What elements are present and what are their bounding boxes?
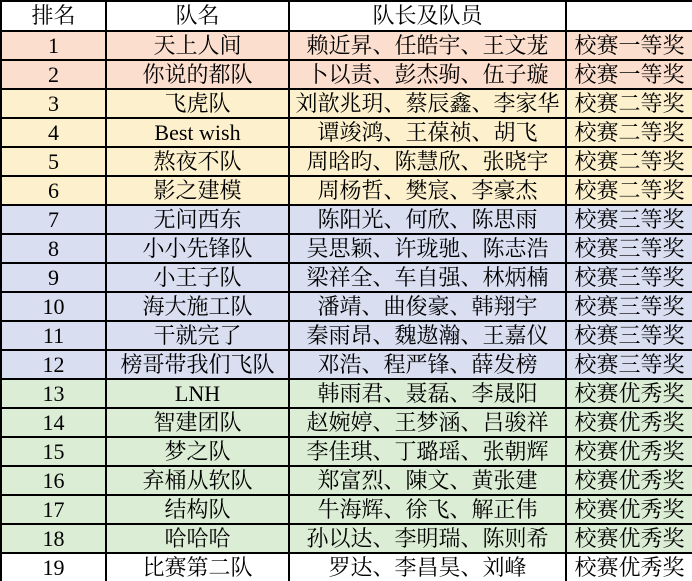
cell-team[interactable]: Best wish bbox=[106, 118, 289, 147]
table-row bbox=[1, 524, 692, 553]
cell-award[interactable]: 校赛优秀奖 bbox=[566, 408, 692, 437]
cell-rank[interactable]: 15 bbox=[1, 437, 106, 466]
table-row bbox=[1, 379, 692, 408]
table-row bbox=[1, 350, 692, 379]
cell-rank[interactable]: 13 bbox=[1, 379, 106, 408]
table-row bbox=[1, 118, 692, 147]
cell-members[interactable]: 潘靖、曲俊豪、韩翔宇 bbox=[289, 292, 566, 321]
cell-award[interactable]: 校赛三等奖 bbox=[566, 205, 692, 234]
cell-award[interactable]: 校赛三等奖 bbox=[566, 321, 692, 350]
cell-rank[interactable]: 5 bbox=[1, 147, 106, 176]
cell-members[interactable]: 卜以责、彭杰驹、伍子璇 bbox=[289, 60, 566, 89]
cell-team[interactable]: 小小先锋队 bbox=[106, 234, 289, 263]
cell-award[interactable]: 校赛三等奖 bbox=[566, 234, 692, 263]
cell-team[interactable]: 干就完了 bbox=[106, 321, 289, 350]
cell-award[interactable]: 校赛优秀奖 bbox=[566, 495, 692, 524]
cell-team[interactable]: 小王子队 bbox=[106, 263, 289, 292]
cell-rank[interactable]: 3 bbox=[1, 89, 106, 118]
cell-members[interactable]: 周晗昀、陈慧欣、张晓宇 bbox=[289, 147, 566, 176]
cell-rank[interactable]: 10 bbox=[1, 292, 106, 321]
table-row bbox=[1, 553, 692, 581]
table-row bbox=[1, 321, 692, 350]
header-row bbox=[1, 1, 692, 31]
cell-rank[interactable]: 14 bbox=[1, 408, 106, 437]
cell-members[interactable]: 罗达、李昌昊、刘峰 bbox=[289, 553, 566, 581]
cell-award[interactable]: 校赛一等奖 bbox=[566, 31, 692, 60]
cell-members[interactable]: 陈阳光、何欣、陈思雨 bbox=[289, 205, 566, 234]
cell-rank[interactable]: 8 bbox=[1, 234, 106, 263]
cell-team[interactable]: 梦之队 bbox=[106, 437, 289, 466]
cell-award[interactable]: 校赛二等奖 bbox=[566, 89, 692, 118]
cell-team[interactable]: 比赛第二队 bbox=[106, 553, 289, 581]
cell-award[interactable]: 校赛三等奖 bbox=[566, 292, 692, 321]
cell-award[interactable]: 校赛优秀奖 bbox=[566, 524, 692, 553]
cell-award[interactable]: 校赛二等奖 bbox=[566, 176, 692, 205]
cell-rank[interactable]: 2 bbox=[1, 60, 106, 89]
table-row bbox=[1, 205, 692, 234]
table-row bbox=[1, 176, 692, 205]
cell-rank[interactable]: 18 bbox=[1, 524, 106, 553]
cell-award[interactable]: 校赛一等奖 bbox=[566, 60, 692, 89]
cell-members[interactable]: 梁祥全、车自强、林炳楠 bbox=[289, 263, 566, 292]
cell-team[interactable]: 海大施工队 bbox=[106, 292, 289, 321]
cell-rank[interactable]: 4 bbox=[1, 118, 106, 147]
cell-award[interactable]: 校赛优秀奖 bbox=[566, 379, 692, 408]
cell-team[interactable]: 飞虎队 bbox=[106, 89, 289, 118]
cell-members[interactable]: 邓浩、程严锋、薛发榜 bbox=[289, 350, 566, 379]
table-row bbox=[1, 292, 692, 321]
cell-award[interactable]: 校赛三等奖 bbox=[566, 350, 692, 379]
cell-award[interactable]: 校赛二等奖 bbox=[566, 147, 692, 176]
cell-rank[interactable]: 12 bbox=[1, 350, 106, 379]
table-row bbox=[1, 60, 692, 89]
cell-award[interactable]: 校赛二等奖 bbox=[566, 118, 692, 147]
cell-award[interactable]: 校赛优秀奖 bbox=[566, 437, 692, 466]
header-team[interactable]: 队名 bbox=[106, 1, 289, 31]
header-rank[interactable]: 排名 bbox=[1, 1, 106, 31]
cell-team[interactable]: 熬夜不队 bbox=[106, 147, 289, 176]
cell-team[interactable]: 智建团队 bbox=[106, 408, 289, 437]
cell-rank[interactable]: 6 bbox=[1, 176, 106, 205]
cell-rank[interactable]: 9 bbox=[1, 263, 106, 292]
cell-members[interactable]: 刘歆兆玥、蔡辰鑫、李家华 bbox=[289, 89, 566, 118]
table-row bbox=[1, 437, 692, 466]
cell-rank[interactable]: 17 bbox=[1, 495, 106, 524]
cell-team[interactable]: 弃桶从软队 bbox=[106, 466, 289, 495]
cell-team[interactable]: LNH bbox=[106, 379, 289, 408]
table-row bbox=[1, 408, 692, 437]
cell-members[interactable]: 谭竣鸿、王葆祯、胡飞 bbox=[289, 118, 566, 147]
table-row bbox=[1, 147, 692, 176]
cell-team[interactable]: 天上人间 bbox=[106, 31, 289, 60]
table-header bbox=[1, 1, 692, 31]
cell-members[interactable]: 秦雨昂、魏遨瀚、王嘉仪 bbox=[289, 321, 566, 350]
cell-members[interactable]: 郑富烈、陳文、黄张建 bbox=[289, 466, 566, 495]
cell-members[interactable]: 赵婉婷、王梦涵、吕骏祥 bbox=[289, 408, 566, 437]
cell-award[interactable]: 校赛优秀奖 bbox=[566, 553, 692, 581]
cell-rank[interactable]: 7 bbox=[1, 205, 106, 234]
table-row bbox=[1, 466, 692, 495]
cell-rank[interactable]: 11 bbox=[1, 321, 106, 350]
table-row bbox=[1, 495, 692, 524]
cell-rank[interactable]: 16 bbox=[1, 466, 106, 495]
cell-team[interactable]: 榜哥带我们飞队 bbox=[106, 350, 289, 379]
cell-award[interactable]: 校赛优秀奖 bbox=[566, 466, 692, 495]
cell-members[interactable]: 周杨哲、樊宸、李豪杰 bbox=[289, 176, 566, 205]
cell-rank[interactable]: 19 bbox=[1, 553, 106, 581]
cell-team[interactable]: 你说的都队 bbox=[106, 60, 289, 89]
header-award[interactable] bbox=[566, 1, 692, 31]
table-body bbox=[1, 31, 692, 581]
table-row bbox=[1, 89, 692, 118]
table-row bbox=[1, 234, 692, 263]
cell-team[interactable]: 无问西东 bbox=[106, 205, 289, 234]
cell-team[interactable]: 哈哈哈 bbox=[106, 524, 289, 553]
cell-award[interactable]: 校赛三等奖 bbox=[566, 263, 692, 292]
cell-team[interactable]: 影之建模 bbox=[106, 176, 289, 205]
cell-members[interactable]: 李佳琪、丁璐瑶、张朝辉 bbox=[289, 437, 566, 466]
cell-rank[interactable]: 1 bbox=[1, 31, 106, 60]
cell-members[interactable]: 吴思颖、许珑驰、陈志浩 bbox=[289, 234, 566, 263]
table-row bbox=[1, 263, 692, 292]
cell-members[interactable]: 牛海辉、徐飞、解正伟 bbox=[289, 495, 566, 524]
cell-team[interactable]: 结构队 bbox=[106, 495, 289, 524]
cell-members[interactable]: 孙以达、李明瑞、陈则希 bbox=[289, 524, 566, 553]
table-row bbox=[1, 31, 692, 60]
cell-members[interactable]: 韩雨君、聂磊、李晟阳 bbox=[289, 379, 566, 408]
header-members[interactable]: 队长及队员 bbox=[289, 1, 566, 31]
cell-members[interactable]: 赖近昇、任皓宇、王文茏 bbox=[289, 31, 566, 60]
